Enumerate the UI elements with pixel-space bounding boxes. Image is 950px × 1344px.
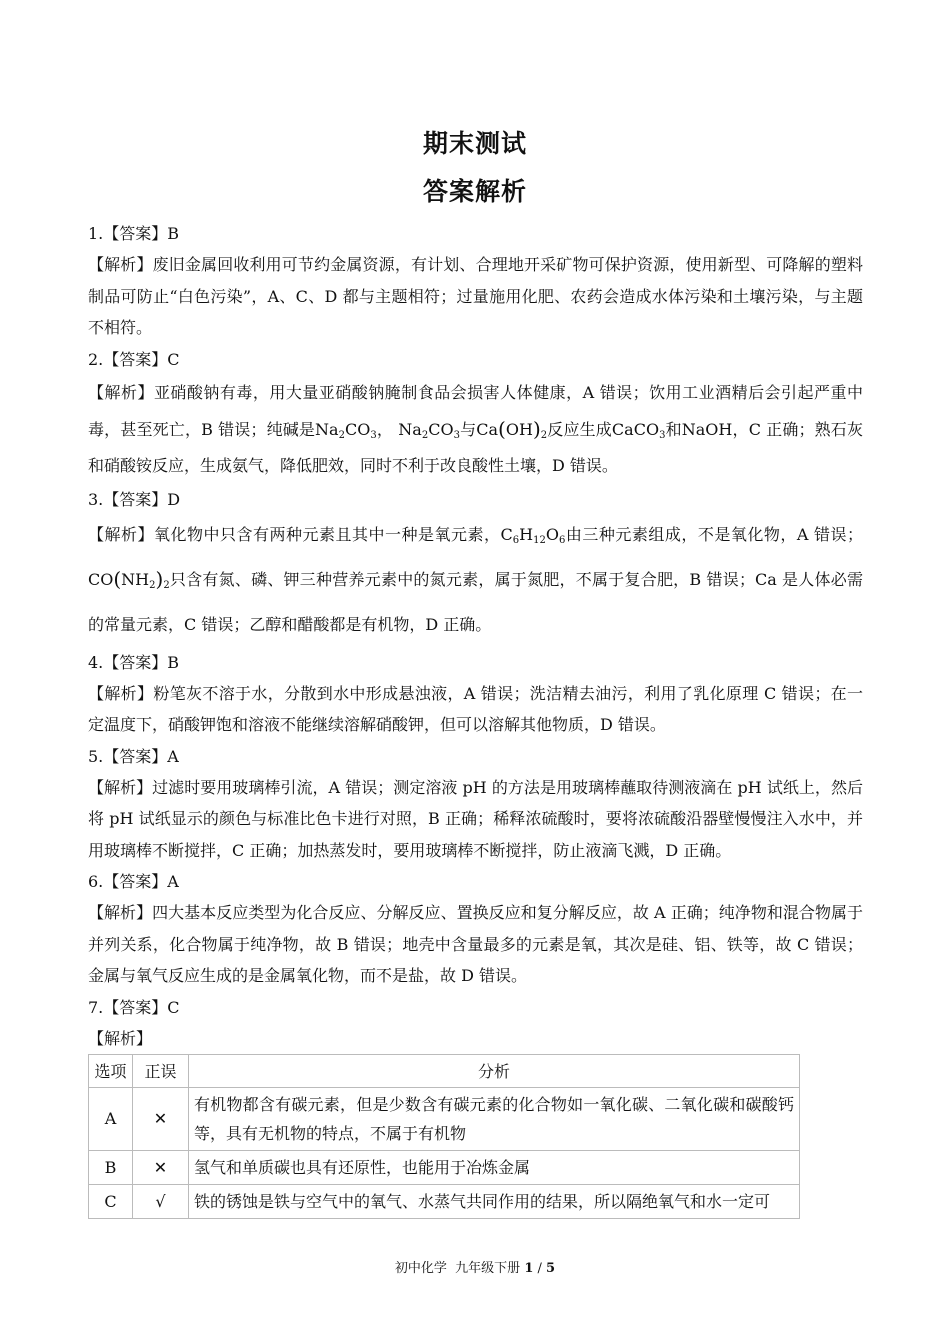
formula-na2co3: $Na_2CO_3$ <box>398 419 460 441</box>
wrong-mark-icon: ✕ <box>133 1087 189 1150</box>
explanation-5: 【解析】过滤时要用玻璃棒引流，A 错误；测定溶液 pH 的方法是用玻璃棒蘸取待测液滴在 pH 试纸上，然后将 pH 试纸显示的颜色与标准比色卡进行对照，B 正确；稀释浓硫酸时，要将浓硫酸沿器壁慢慢注入水中，并用玻璃棒不断搅拌，C 正确；加热蒸发时，要用玻璃棒不断搅拌，防止液滴飞溅，D 正确。 <box>88 777 863 860</box>
formula-ca-oh2: $Ca(OH)_2$ <box>476 416 548 441</box>
text-segment: ，C 正确；熟石灰和硝酸铵反应，生成氨气，降低肥效，同时不利于改良酸性土壤，D 错误。 <box>88 419 863 475</box>
header-option: 选项 <box>89 1054 133 1087</box>
table-row <box>89 1184 800 1218</box>
text-segment: 只含有氮、磷、钾三种营养元素中的氮元素，属于氮肥，不属于复合肥，B 错误；Ca 是人体必需的常量元素，C 错误；乙醇和醋酸都是有机物，D 正确。 <box>88 569 863 634</box>
analysis-table <box>88 1054 800 1219</box>
text-segment: 【解析】氧化物中只含有两种元素且其中一种是氧元素， <box>88 524 501 544</box>
answer-3: 3.【答案】D <box>88 489 181 509</box>
option-cell: B <box>89 1150 133 1184</box>
explanation-2 <box>88 375 863 484</box>
text-segment: 【解析】亚硝酸钠有毒，用大量亚硝酸钠腌制食品会损害人体健康，A 错误；饮用工业酒精后会引起严重中毒，甚至死亡，B 错误；纯碱是 <box>88 382 863 439</box>
table-header-row <box>89 1054 800 1087</box>
text-segment: 反应生成 <box>547 419 612 439</box>
formula-na2co3: $Na_2CO_3$ <box>315 419 377 441</box>
answer-content <box>88 218 863 1219</box>
page-number: 1 <box>524 1261 534 1276</box>
explanation-6: 【解析】四大基本反应类型为化合反应、分解反应、置换反应和复分解反应，故 A 正确；纯净物和混合物属于并列关系，化合物属于纯净物，故 B 错误；地壳中含量最多的元素是氧，其次是硅、铝、铁等，故 C 错误；金属与氧气反应生成的是金属氧化物，而不是盐，故 D 错误。 <box>88 903 863 985</box>
table-row <box>89 1150 800 1184</box>
answer-5: 5.【答案】A <box>88 746 179 766</box>
analysis-cell: 有机物都含有碳元素，但是少数含有碳元素的化合物如一氧化碳、二氧化碳和碳酸钙等，具有无机物的特点，不属于有机物 <box>189 1087 800 1150</box>
analysis-cell: 铁的锈蚀是铁与空气中的氧气、水蒸气共同作用的结果，所以隔绝氧气和水一定可 <box>189 1184 800 1218</box>
formula-naoh: NaOH <box>681 419 733 439</box>
table-row <box>89 1087 800 1150</box>
check-mark-icon: √ <box>133 1184 189 1218</box>
page-total: 5 <box>546 1261 556 1276</box>
option-cell: C <box>89 1184 133 1218</box>
header-analysis: 分析 <box>189 1054 800 1087</box>
answer-2: 2.【答案】C <box>88 349 180 369</box>
formula-caco3: CaCO$_3$ <box>611 419 666 441</box>
answer-1: 1.【答案】B <box>88 224 180 243</box>
answer-7: 7.【答案】C <box>88 997 180 1017</box>
formula-c6h12o6: $C_6H_{12}O_6$ <box>500 524 566 546</box>
text-segment: 由三种元素组成，不是氧化物，A 错误； <box>565 524 863 544</box>
explanation-4: 【解析】粉笔灰不溶于水，分散到水中形成悬浊液，A 错误；洗洁精去油污，利用了乳化原理 C 错误；在一定温度下，硝酸钾饱和溶液不能继续溶解硝酸钾，但可以溶解其他物质，D 错误。 <box>88 683 863 734</box>
text-segment: 和 <box>665 419 682 439</box>
page-title: 期末测试 <box>422 129 527 158</box>
page-separator: / <box>533 1261 547 1276</box>
option-cell: A <box>89 1087 133 1150</box>
page-subtitle: 答案解析 <box>422 177 527 206</box>
footer-text: 初中化学 九年级下册 <box>394 1261 521 1276</box>
analysis-cell: 氢气和单质碳也具有还原性，也能用于冶炼金属 <box>189 1150 800 1184</box>
page-footer <box>0 1257 950 1276</box>
answer-4: 4.【答案】B <box>88 652 180 672</box>
answer-6: 6.【答案】A <box>88 872 179 891</box>
header-correctness: 正误 <box>133 1054 189 1087</box>
wrong-mark-icon: ✕ <box>133 1150 189 1184</box>
formula-urea: $CO(NH_2)_2$ <box>88 566 170 591</box>
explanation-3 <box>88 512 863 647</box>
explanation-1: 【解析】废旧金属回收利用可节约金属资源，有计划、合理地开采矿物可保护资源，使用新型、可降解的塑料制品可防止“白色污染”，A、C、D 都与主题相符；过量施用化肥、农药会造成水体污染和土壤污染，与主题不相符。 <box>88 255 863 337</box>
text-segment: 与 <box>459 419 477 439</box>
explanation-7: 【解析】 <box>88 1028 153 1048</box>
text-segment: ， <box>376 419 394 439</box>
